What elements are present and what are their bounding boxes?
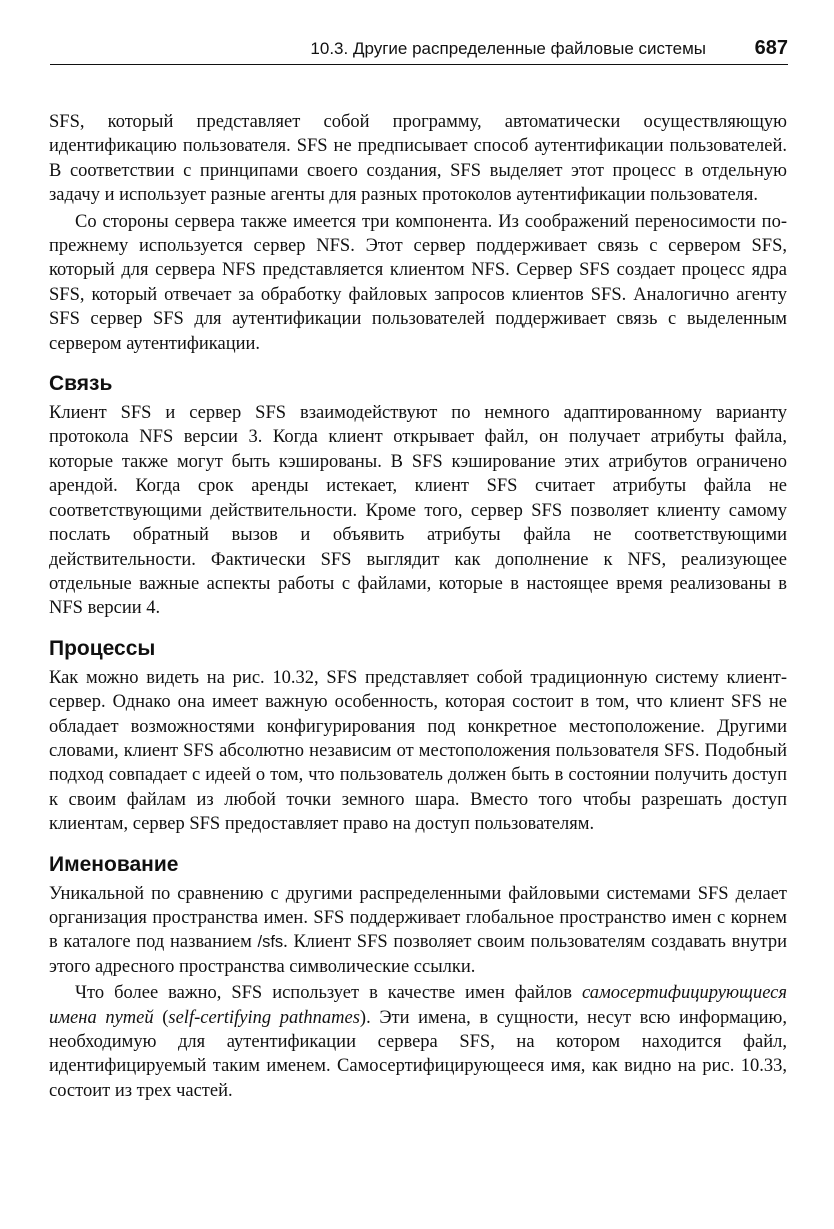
naming-text-after: . Клиент SFS позволяет своим пользователям создавать внутри этого адресного пространства символические ссылки. bbox=[49, 932, 787, 977]
page-number: 687 bbox=[754, 37, 788, 59]
running-head bbox=[50, 34, 788, 65]
page-body bbox=[49, 110, 787, 1103]
self-cert-text-mid: ( bbox=[153, 1007, 169, 1028]
paragraph-self-certifying bbox=[49, 981, 787, 1103]
section-title: 10.3. Другие распределенные файловые системы bbox=[310, 39, 706, 58]
paragraph-server-side: Со стороны сервера также имеется три компонента. Из соображений переносимости по-прежнему используется сервер NFS. Этот сервер поддерживает связь с сервером SFS, который для сервера NFS представляется клиентом NFS. Сервер SFS создает процесс ядра SFS, который отвечает за обработку файловых запросов клиентов SFS. Аналогично агенту SFS сервер SFS для аутентификации пользователей поддерживает связь с выделенным сервером аутентификации. bbox=[49, 211, 787, 354]
term-russian: самосертифицирующиеся имена путей bbox=[49, 983, 787, 1028]
paragraph-sfs-client: SFS, который представляет собой программу, автоматически осуществляющую идентификацию пользователя. SFS не предписывает способ аутентификации пользователей. В соответствии с принципами своего создания, SFS выделяет этот процесс в отдельную задачу и использует разные агенты для разных протоколов аутентификации пользователя. bbox=[49, 112, 787, 206]
heading-processy: Процессы bbox=[49, 636, 156, 660]
self-cert-text-before: Что более важно, SFS использует в качестве имен файлов bbox=[75, 983, 583, 1004]
self-cert-text-after: ). Эти имена, в сущности, несут всю информацию, необходимую для аутентификации сервера SFS, на котором находится файл, идентифицируемый таким именем. Самосертифицирующееся имя, как видно на рис. 10.33, состоит из трех частей. bbox=[49, 1007, 788, 1101]
paragraph-communication: Клиент SFS и сервер SFS взаимодействуют по немного адаптированному варианту протокола NFS версии 3. Когда клиент открывает файл, он получает атрибуты файла, которые также могут быть кэшированы. В SFS кэширование этих атрибутов ограничено арендой. Когда срок аренды истекает, клиент SFS считает атрибуты файла не соответствующими действительности. Кроме того, сервер SFS позволяет клиенту самому послать обратный вызов и объявить атрибуты файла не соответствующими действительности. Фактически SFS выглядит как дополнение к NFS, реализующее отдельные важные аспекты работы с файлами, которые в настоящее время реализованы в NFS версии 4. bbox=[49, 403, 787, 619]
paragraph-naming bbox=[49, 882, 787, 980]
naming-text-before: Уникальной по сравнению с другими распределенными файловыми системами SFS делает организация пространства имен. SFS поддерживает глобальное пространство имен с корнем в каталоге под названием bbox=[49, 883, 787, 953]
heading-svyaz: Связь bbox=[49, 372, 113, 396]
paragraph-processes: Как можно видеть на рис. 10.32, SFS представляет собой традиционную систему клиент-сервер. Однако она имеет важную особенность, которая состоит в том, что клиент SFS не обладает возможностями конфигурирования под конкретное местоположение. Другими словами, клиент SFS абсолютно независим от местоположения пользователя SFS. Подобный подход совпадает с идеей о том, что пользователь должен быть в состоянии получить доступ к своим файлам из любой точки земного шара. Вместо того чтобы разрешать доступ клиентам, сервер SFS предоставляет право на доступ пользователям. bbox=[49, 667, 787, 835]
sfs-root-path: /sfs bbox=[257, 933, 284, 952]
heading-imenovanie: Именование bbox=[49, 852, 179, 876]
term-english: self-certifying pathnames bbox=[168, 1007, 360, 1028]
